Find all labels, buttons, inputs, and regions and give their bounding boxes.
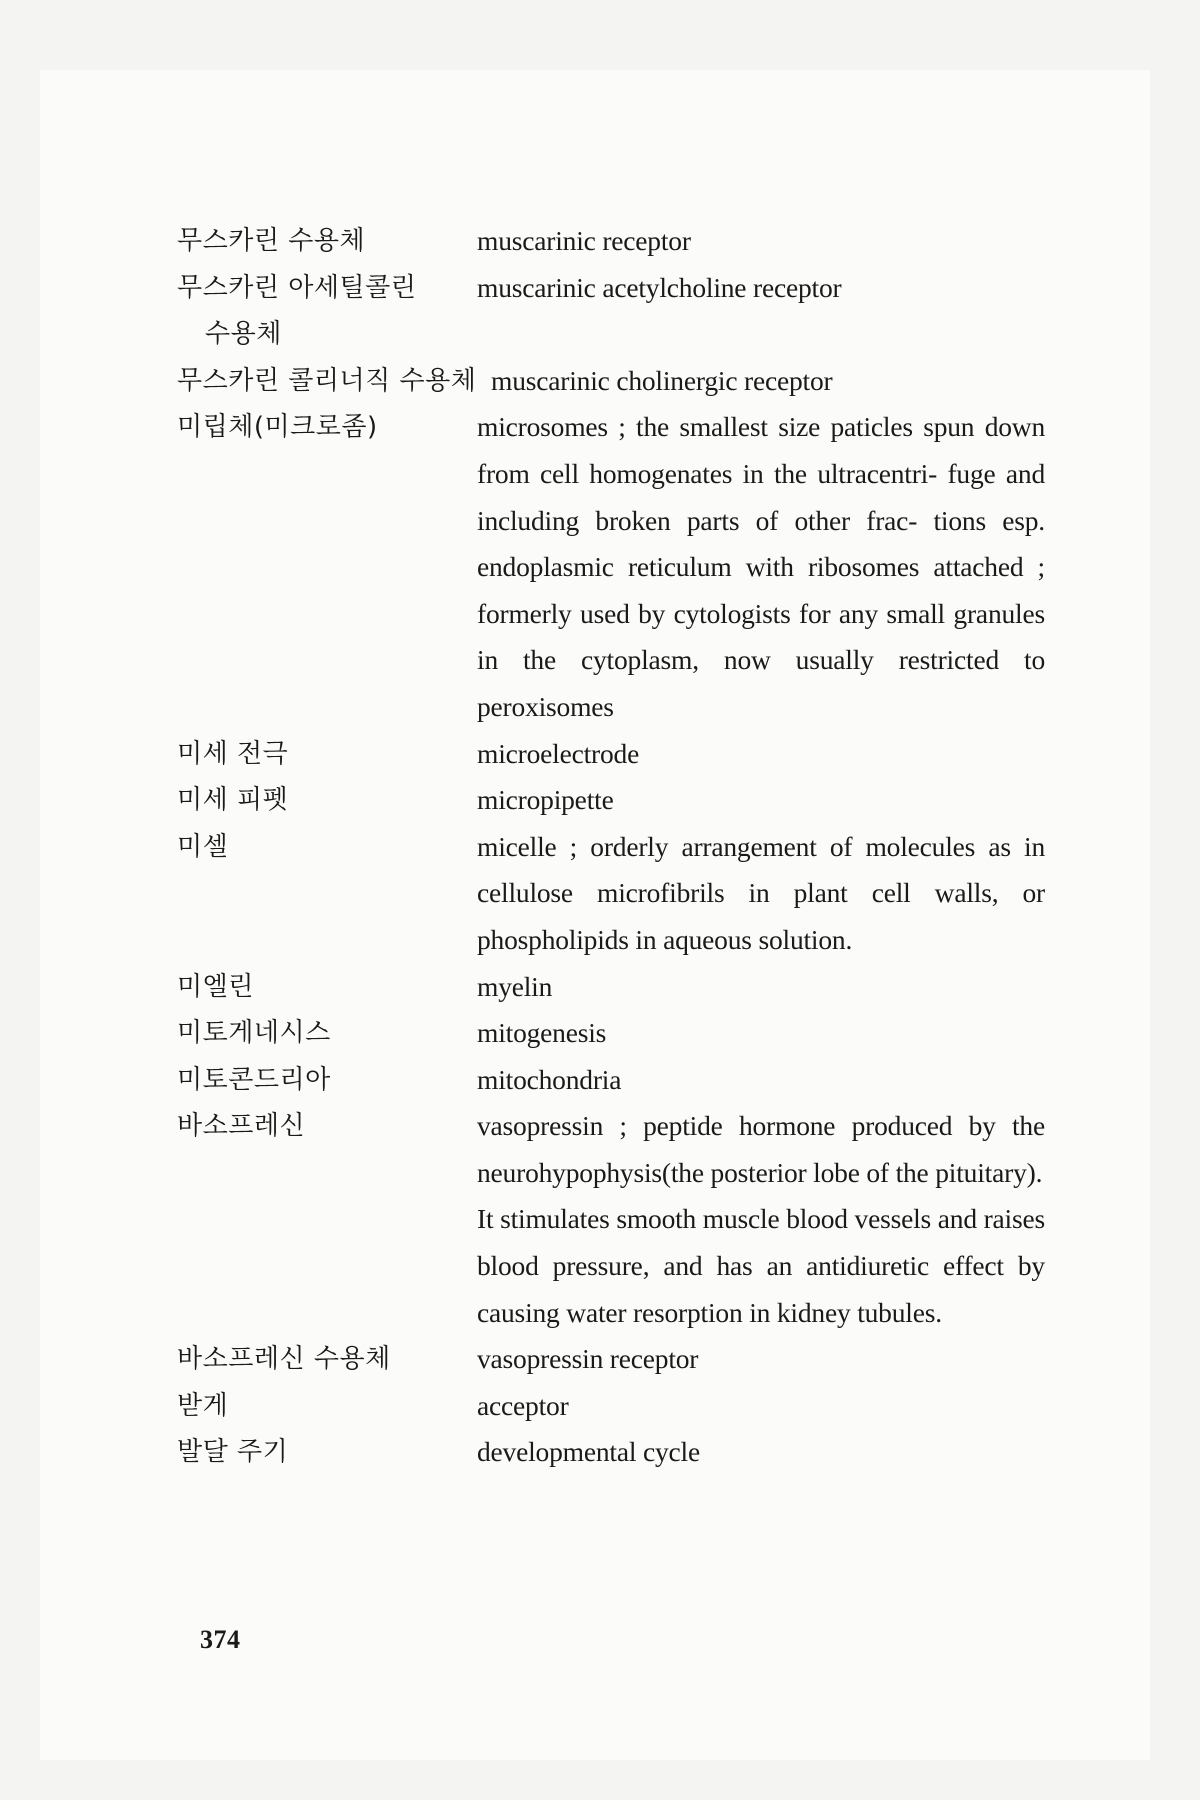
english-definition: micelle ; orderly arrangement of molecules as in cellulose microfibrils in plant cell walls, or phospholipids in aqueous solution. — [477, 830, 1045, 955]
glossary-entry — [177, 1429, 1067, 1476]
english-definition: microelectrode — [477, 737, 640, 769]
glossary-entry — [177, 731, 1067, 778]
glossary-entry — [177, 404, 1067, 730]
korean-term: 미세 피펫 — [177, 785, 289, 816]
glossary-entry — [177, 824, 1067, 964]
english-definition: micropipette — [477, 784, 614, 816]
english-definition: myelin — [477, 970, 553, 1002]
english-definition: mitochondria — [477, 1063, 622, 1095]
glossary-entry — [177, 218, 1067, 265]
korean-term-line: 무스카린 아세틸콜린 — [177, 272, 417, 303]
glossary-entry — [177, 777, 1067, 824]
english-definition: muscarinic receptor — [477, 225, 691, 256]
korean-term: 받게 — [177, 1390, 229, 1421]
glossary-entry — [177, 1010, 1067, 1057]
glossary-entry — [177, 1336, 1067, 1383]
definition-paragraph: It stimulates smooth muscle blood vessels and raises blood pressure, and has an antidiuretic effect by causing water resorption in kidney tubules. — [477, 1203, 1045, 1328]
english-definition: vasopressin receptor — [477, 1343, 699, 1375]
korean-term: 발달 주기 — [177, 1437, 289, 1468]
korean-term: 무스카린 수용체 — [177, 226, 366, 256]
glossary-entry — [177, 1383, 1067, 1430]
korean-term: 바소프레신 수용체 — [177, 1344, 391, 1375]
korean-term: 무스카린 콜리너직 수용체 — [177, 365, 477, 396]
page-number: 374 — [200, 1625, 241, 1654]
korean-term: 미엘린 — [177, 971, 254, 1002]
korean-term: 미셀 — [177, 831, 229, 862]
glossary-entries — [177, 218, 1067, 1476]
glossary-entry — [177, 1057, 1067, 1104]
korean-term-continuation: 수용체 — [205, 319, 282, 350]
english-definition: developmental cycle — [477, 1436, 700, 1468]
glossary-entry — [177, 358, 1067, 405]
definition-paragraph: vasopressin ; peptide hormone produced by the neurohypophysis(the posterior lobe of the pituitary). — [477, 1110, 1045, 1188]
english-definition: mitogenesis — [477, 1017, 607, 1049]
korean-term — [177, 265, 477, 358]
english-definition: acceptor — [477, 1389, 569, 1421]
glossary-entry — [177, 265, 1067, 358]
english-definition: muscarinic acetylcholine receptor — [477, 271, 842, 303]
korean-term: 미세 전극 — [177, 738, 289, 769]
korean-term: 미토게네시스 — [177, 1018, 331, 1049]
glossary-entry — [177, 1103, 1067, 1336]
english-definition: microsomes ; the smallest size paticles spun down from cell homogenates in the ultracentri- fuge and including broken parts of other frac- tions esp. endoplasmic reticulum with ribosomes attached ; formerly used by cytologists for any small granules in the cytoplasm, now usually restricted to peroxisomes — [477, 411, 1045, 722]
english-definition — [477, 1103, 1067, 1336]
english-definition: muscarinic cholinergic receptor — [491, 364, 833, 396]
korean-term: 미립체(미크로좀) — [177, 412, 378, 443]
glossary-entry — [177, 964, 1067, 1011]
korean-term: 바소프레신 — [177, 1111, 306, 1142]
korean-term: 미토콘드리아 — [177, 1064, 331, 1095]
